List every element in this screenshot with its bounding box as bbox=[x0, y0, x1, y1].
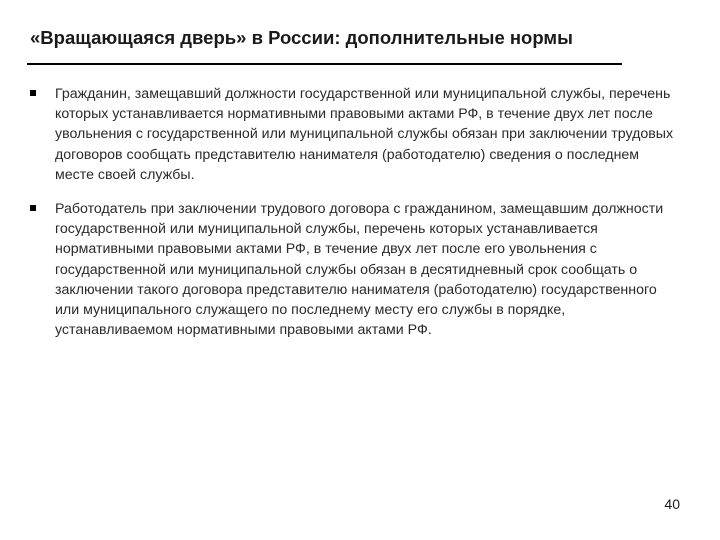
bullet-text: Работодатель при заключении трудового договора с гражданином, замещавшим должности государственной или муниципальной службы, перечень которых устанавливается нормативными правовыми актами РФ, в течение двух лет после его увольнения с государственной или муниципальной службы обязан в десятидневный срок сообщать о заключении такого договора представителю нанимателя (работодателю) государственного или муниципального служащего по последнему месту его службы в порядке, устанавливаемом нормативными правовыми актами РФ. bbox=[55, 201, 664, 339]
title-divider bbox=[27, 63, 622, 65]
bullet-item bbox=[30, 199, 690, 340]
slide-title: «Вращающаяся дверь» в России: дополнительные нормы bbox=[30, 27, 573, 48]
page-number: 40 bbox=[664, 496, 680, 512]
bullet-text: Гражданин, замещавший должности государственной или муниципальной службы, перечень которых устанавливается нормативными правовыми актами РФ, в течение двух лет после увольнения с государственной или муниципальной службы обязан при заключении трудовых договоров сообщать представителю нанимателя (работодателю) сведения о последнем месте своей службы. bbox=[55, 86, 674, 183]
bullet-list bbox=[30, 84, 690, 354]
bullet-item bbox=[30, 84, 690, 185]
square-bullet-icon bbox=[30, 90, 36, 96]
square-bullet-icon bbox=[30, 205, 36, 211]
